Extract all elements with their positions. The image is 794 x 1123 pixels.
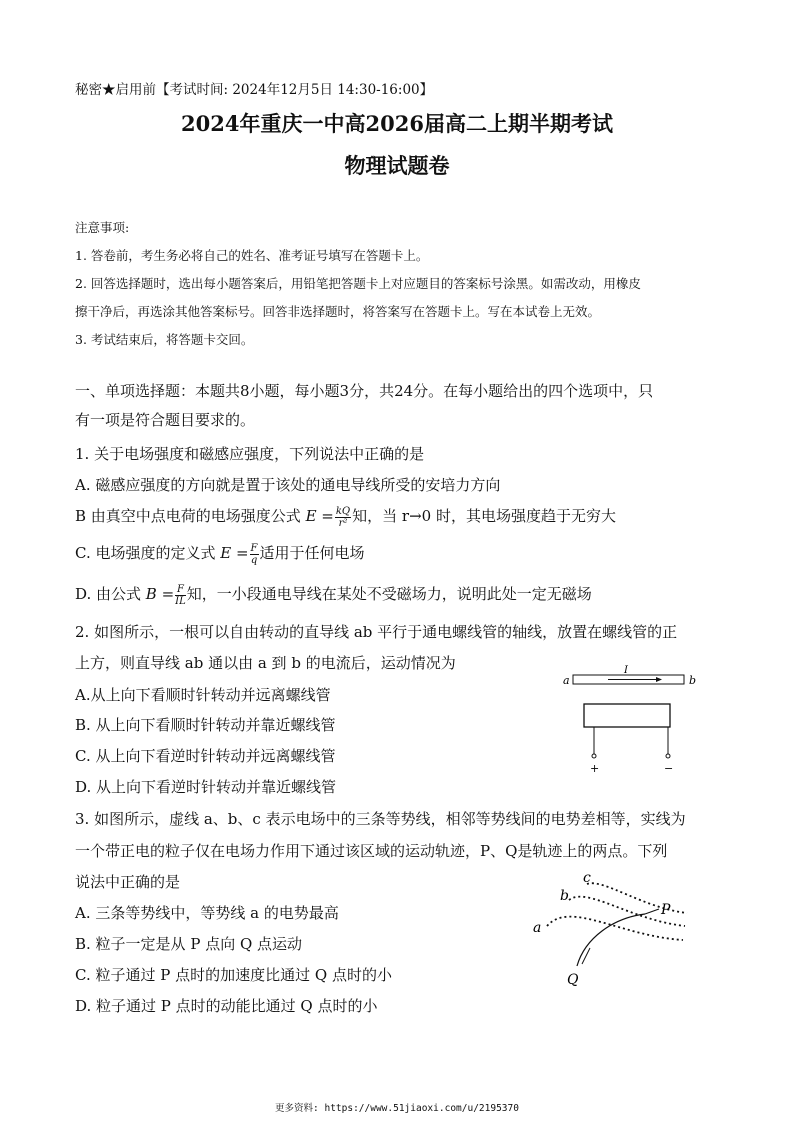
equipotential-line-a bbox=[547, 917, 683, 940]
q1-c-eq: E = bbox=[220, 544, 249, 562]
terminal-minus-label: − bbox=[664, 762, 674, 775]
q3-option-b: B. 粒子一定是从 P 点向 Q 点运动 bbox=[75, 935, 303, 953]
q1-option-c bbox=[75, 542, 725, 566]
q1-option-a: A. 磁感应强度的方向就是置于该处的通电导线所受的安培力方向 bbox=[75, 476, 501, 494]
exam-title: 2024年重庆一中高2026届高二上期半期考试 bbox=[181, 111, 613, 136]
equipotential-line-c bbox=[587, 883, 687, 913]
q3-option-a: A. 三条等势线中，等势线 a 的电势最高 bbox=[75, 904, 339, 922]
notes-item-2b: 擦干净后，再选涂其他答案标号。回答非选择题时，将答案写在答题卡上。写在本试卷上无效。 bbox=[75, 304, 601, 319]
section-heading-2: 有一项是符合题目要求的。 bbox=[75, 411, 256, 429]
q3-option-c: C. 粒子通过 P 点时的加速度比通过 Q 点时的小 bbox=[75, 966, 392, 984]
terminal-plus-label: + bbox=[590, 762, 600, 775]
q1-d-eq: B = bbox=[145, 585, 175, 603]
label-p-pointer bbox=[645, 909, 659, 914]
section-heading-1: 一、单项选择题：本题共8小题，每小题3分，共24分。在每小题给出的四个选项中，只 bbox=[75, 382, 654, 400]
q1-b-num: kQ bbox=[335, 505, 351, 517]
q2-stem-1: 2. 如图所示，一根可以自由转动的直导线 ab 平行于通电螺线管的轴线，放置在螺线管的正 bbox=[75, 623, 678, 641]
q1-b-fraction bbox=[335, 506, 351, 529]
notes-block bbox=[75, 214, 725, 354]
terminal-right bbox=[666, 754, 670, 758]
q1-c-pre: C. 电场强度的定义式 bbox=[75, 544, 221, 562]
q1-b-post: 知，当 r→0 时，其电场强度趋于无穷大 bbox=[352, 507, 616, 525]
q1-b-den: r² bbox=[338, 517, 348, 529]
q2-option-a: A.从上向下看顺时针转动并远离螺线管 bbox=[75, 686, 331, 704]
arrow-head-icon bbox=[656, 677, 662, 682]
fig2-label-a: a bbox=[563, 674, 570, 687]
q2-option-b: B. 从上向下看顺时针转动并靠近螺线管 bbox=[75, 716, 336, 734]
q3-stem-3: 说法中正确的是 bbox=[75, 873, 181, 891]
q1-b-eq: E = bbox=[305, 507, 334, 525]
notes-item-2a: 2. 回答选择题时，选出每小题答案后，用铅笔把答题卡上对应题目的答案标号涂黑。如需改动，用橡皮 bbox=[75, 276, 641, 291]
notes-heading: 注意事项: bbox=[75, 220, 130, 235]
footer-link[interactable]: 更多资料: https://www.51jiaoxi.com/u/2195370 bbox=[275, 1103, 519, 1114]
q1-d-num: F bbox=[176, 583, 184, 595]
q2-stem-2: 上方，则直导线 ab 通以由 a 到 b 的电流后，运动情况为 bbox=[75, 654, 456, 672]
solenoid-body bbox=[584, 704, 670, 727]
exam-subtitle: 物理试题卷 bbox=[344, 153, 450, 178]
particle-trajectory bbox=[577, 914, 645, 966]
fig3-label-b: b bbox=[560, 888, 569, 904]
q1-d-post: 知，一小段通电导线在某处不受磁场力，说明此处一定无磁场 bbox=[186, 585, 592, 603]
fig3-label-P: P bbox=[661, 902, 671, 918]
q1-d-den: IL bbox=[175, 595, 186, 607]
fig3-label-a: a bbox=[533, 920, 542, 936]
q1-b-pre: B 由真空中点电荷的电场强度公式 bbox=[75, 507, 306, 525]
fig3-label-Q: Q bbox=[567, 972, 579, 988]
secret-line: 秘密★启用前【考试时间: 2024年12月5日 14:30-16:00】 bbox=[75, 82, 434, 98]
q1-c-fraction bbox=[250, 543, 259, 566]
q2-option-d: D. 从上向下看逆时针转动并靠近螺线管 bbox=[75, 778, 337, 796]
q3-stem-2: 一个带正电的粒子仅在电场力作用下通过该区域的运动轨迹，P、Q是轨迹上的两点。下列 bbox=[75, 842, 668, 860]
fig2-label-b: b bbox=[689, 674, 697, 687]
terminal-left bbox=[592, 754, 596, 758]
q3-option-d: D. 粒子通过 P 点时的动能比通过 Q 点时的小 bbox=[75, 997, 378, 1015]
q1-c-post: 适用于任何电场 bbox=[259, 544, 365, 562]
fig3-label-c: c bbox=[583, 870, 591, 886]
notes-item-3: 3. 考试结束后，将答题卡交回。 bbox=[75, 332, 254, 347]
q1-d-fraction bbox=[175, 584, 186, 607]
q1-option-d bbox=[75, 583, 725, 607]
equipotential-figure bbox=[525, 868, 695, 993]
q2-option-c: C. 从上向下看逆时针转动并远离螺线管 bbox=[75, 747, 336, 765]
q1-c-num: F bbox=[250, 542, 258, 554]
fig2-label-I: I bbox=[624, 665, 628, 676]
q1-option-b bbox=[75, 505, 725, 529]
notes-item-1: 1. 答卷前，考生务必将自己的姓名、准考证号填写在答题卡上。 bbox=[75, 248, 429, 263]
q1-d-pre: D. 由公式 bbox=[75, 585, 146, 603]
q1-c-den: q bbox=[250, 554, 258, 566]
q1-stem: 1. 关于电场强度和磁感应强度，下列说法中正确的是 bbox=[75, 445, 425, 463]
solenoid-figure bbox=[560, 660, 710, 780]
q3-stem-1: 3. 如图所示，虚线 a、b、c 表示电场中的三条等势线，相邻等势线间的电势差相等，实线为 bbox=[75, 810, 686, 828]
